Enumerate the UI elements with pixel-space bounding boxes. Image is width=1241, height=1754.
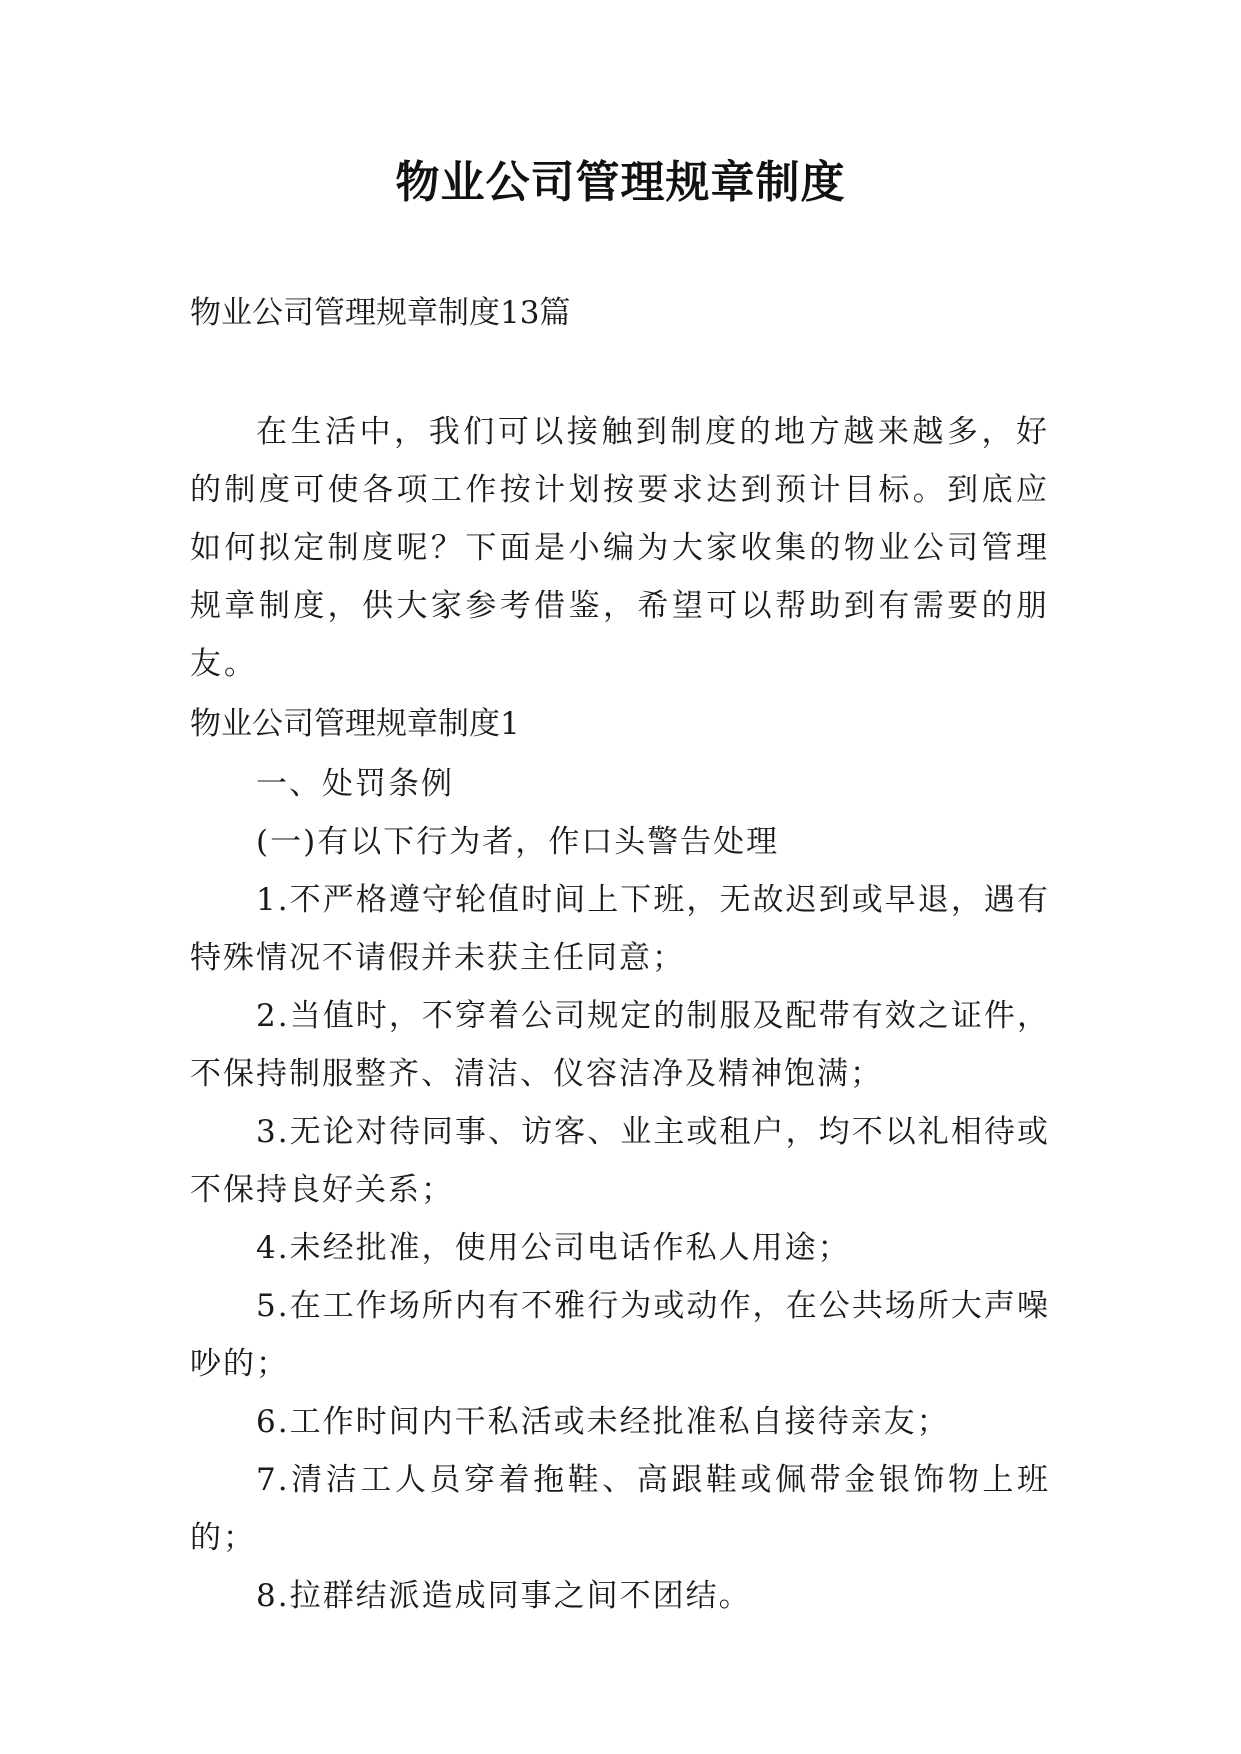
clause-item: 1.不严格遵守轮值时间上下班，无故迟到或早退，遇有特殊情况不请假并未获主任同意； — [190, 882, 1050, 976]
body-text — [190, 755, 1050, 1625]
clause-item: 4.未经批准，使用公司电话作私人用途； — [256, 1230, 851, 1266]
clause-item: 3.无论对待同事、访客、业主或租户，均不以礼相待或不保持良好关系； — [190, 1114, 1050, 1208]
clause-subheading: (一)有以下行为者，作口头警告处理 — [256, 824, 780, 860]
clause-item: 7.清洁工人员穿着拖鞋、高跟鞋或佩带金银饰物上班的； — [190, 1462, 1050, 1556]
clause-item: 5.在工作场所内有不雅行为或动作，在公共场所大声噪吵的； — [190, 1288, 1050, 1382]
clause-item: 2.当值时，不穿着公司规定的制服及配带有效之证件，不保持制服整齐、清洁、仪容洁净及精神饱满； — [190, 998, 1050, 1092]
intro-paragraph: 在生活中，我们可以接触到制度的地方越来越多，好的制度可使各项工作按计划按要求达到预计目标。到底应如何拟定制度呢？下面是小编为大家收集的物业公司管理规章制度，供大家参考借鉴，希望可以帮助到有需要的朋友。 — [190, 414, 1050, 682]
section-heading: 物业公司管理规章制度1 — [190, 706, 520, 742]
clause-heading: 一、处罚条例 — [256, 766, 454, 802]
clause-item: 8.拉群结派造成同事之间不团结。 — [256, 1578, 752, 1614]
clause-item: 6.工作时间内干私活或未经批准私自接待亲友； — [256, 1404, 950, 1440]
document-title: 物业公司管理规章制度 — [395, 157, 846, 208]
document-subtitle: 物业公司管理规章制度13篇 — [190, 295, 571, 331]
